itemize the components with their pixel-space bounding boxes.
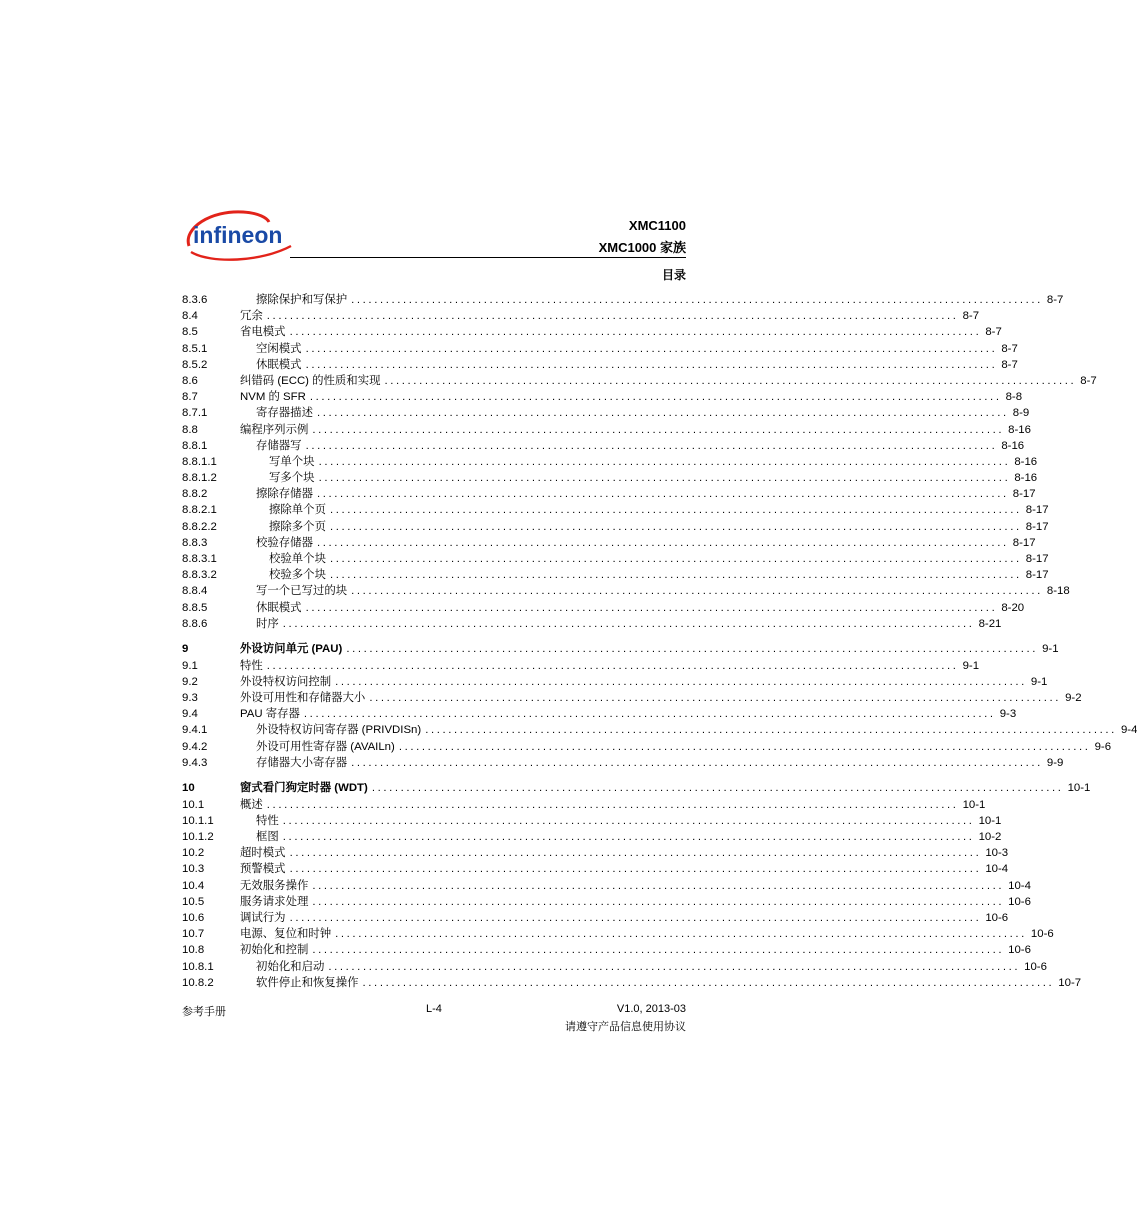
toc-entry-title: 省电模式 [240,324,290,340]
toc-entry-page: 8-16 [1010,454,1037,470]
toc-dot-leader: ........................................................................................................................ [282,617,975,630]
footer-version: V1.0, 2013-03 [616,1003,686,1015]
toc-entry-page: 10-1 [1064,780,1091,796]
toc-entry-line [269,567,1049,583]
toc-dot-leader: ........................................................................................................................ [305,601,998,614]
toc-entry[interactable] [182,486,1036,502]
toc-entry-line [240,674,1048,690]
toc-entry[interactable] [182,535,1036,551]
toc-entry-title: 时序 [256,616,283,632]
toc-entry[interactable] [182,422,1031,438]
toc-entry-number: 9.4.3 [182,756,208,769]
toc-entry-line [256,583,1070,599]
toc-entry-number: 9.4.2 [182,740,208,753]
toc-entry[interactable] [182,829,1002,845]
toc-entry-number: 8.8.1.2 [182,472,217,485]
toc-entry-number: 9.1 [182,659,198,672]
toc-entry-number: 10.8.1 [182,960,214,973]
toc-entry[interactable] [182,942,1031,958]
toc-entry-page: 8-17 [1022,519,1049,535]
toc-entry-title: 外设可用性和存储器大小 [240,690,369,706]
toc-entry-page: 8-17 [1022,551,1049,567]
toc-entry[interactable] [182,926,1054,942]
toc-entry-page: 10-4 [1004,878,1031,894]
toc-entry-page: 8-18 [1043,583,1070,599]
toc-entry-title: 寄存器描述 [256,405,317,421]
toc-entry-title: 初始化和控制 [240,942,312,958]
toc-dot-leader: ........................................................................................................................ [346,643,1039,656]
toc-entry-title: 休眠模式 [256,600,306,616]
toc-dot-leader: ........................................................................................................................ [335,928,1027,941]
toc-entry-page: 10-6 [1027,926,1054,942]
toc-entry-line [256,616,1002,632]
toc-entry-title: 纠错码 (ECC) 的性质和实现 [240,373,384,389]
toc-entry-number: 8.4 [182,310,198,323]
toc-entry[interactable] [182,690,1082,706]
toc-entry[interactable] [182,341,1018,357]
toc-entry-title: 概述 [240,797,267,813]
toc-entry-page: 9-6 [1091,739,1111,755]
toc-entry-title: 校验多个块 [269,567,330,583]
toc-entry-page: 10-7 [1054,975,1081,991]
toc-entry-title: 外设特权访问寄存器 (PRIVDISn) [256,722,425,738]
toc-entry-page: 8-17 [1022,567,1049,583]
toc-entry-line [269,519,1049,535]
toc-entry-page: 9-1 [959,658,979,674]
toc-entry-title: 冗余 [240,308,267,324]
toc-entry-line [240,926,1054,942]
toc-entry-page: 8-16 [1004,422,1031,438]
toc-entry-page: 8-20 [997,600,1024,616]
toc-dot-leader: ........................................................................................................................ [316,407,1009,420]
toc-entry-number: 10.8.2 [182,976,214,989]
toc-entry-line [240,324,1002,340]
toc-entry-page: 8-7 [1076,373,1096,389]
toc-dot-leader: ........................................................................................................................ [335,675,1027,688]
toc-dot-leader: ........................................................................................................................ [318,455,1011,468]
section-title: 目录 [661,268,686,282]
toc-entry-page: 8-8 [1002,389,1022,405]
toc-entry-number: 10.6 [182,911,205,924]
toc-entry-line [240,706,1017,722]
footer-notice: 请遵守产品信息使用协议 [565,1021,686,1033]
toc-entry-line [240,389,1023,405]
toc-entry-title: 服务请求处理 [240,894,312,910]
toc-entry-title: 擦除保护和写保护 [256,292,351,308]
toc-entry[interactable] [182,438,1025,454]
infineon-logo [181,208,293,262]
toc-dot-leader: ........................................................................................................................ [318,472,1011,485]
toc-entry[interactable] [182,813,1002,829]
toc-entry-number: 8.8.2.2 [182,520,217,533]
toc-entry[interactable] [182,894,1031,910]
toc-entry-number: 10.8 [182,944,205,957]
toc-entry-number: 8.8.6 [182,617,208,630]
toc-entry-page: 8-7 [997,341,1017,357]
toc-entry-title: 超时模式 [240,845,290,861]
toc-entry[interactable] [182,454,1038,470]
toc-entry-page: 10-6 [1004,942,1031,958]
toc-entry-title: 调试行为 [240,910,290,926]
toc-dot-leader: ........................................................................................................................ [328,960,1021,973]
toc-entry-page: 10-2 [975,829,1002,845]
header-rule [290,257,686,258]
toc-dot-leader: ........................................................................................................................ [289,326,982,339]
toc-dot-leader: ........................................................................................................................ [303,708,996,721]
logo-wordmark: infineon [193,222,283,248]
toc-entry[interactable] [182,845,1009,861]
toc-dot-leader: ........................................................................................................................ [282,814,975,827]
toc-entry-line [240,942,1031,958]
toc-entry-line [240,878,1031,894]
toc-entry-title: 窗式看门狗定时器 (WDT) [240,780,372,796]
toc-entry-line [240,658,980,674]
toc-section-gap [182,771,686,781]
toc-entry-title: 校验单个块 [269,551,330,567]
toc-entry[interactable] [182,797,986,813]
toc-entry-page: 9-9 [1043,755,1063,771]
toc-entry[interactable] [182,975,1082,991]
toc-dot-leader: ........................................................................................................................ [329,520,1022,533]
toc-entry[interactable] [182,706,1017,722]
toc-entry-line [256,357,1018,373]
toc-entry-line [240,910,1009,926]
toc-entry-number: 8.7.1 [182,407,208,420]
toc-entry-title: 存储器大小寄存器 [256,755,351,771]
toc-dot-leader: ........................................................................................................................ [266,798,959,811]
toc-entry[interactable] [182,519,1049,535]
toc-entry-page: 10-6 [1004,894,1031,910]
toc-entry[interactable] [182,641,1059,657]
toc-entry-page: 10-3 [981,845,1008,861]
toc-entry-line [269,470,1038,486]
toc-entry-line [256,292,1064,308]
toc-entry-number: 9.3 [182,692,198,704]
toc-entry-page: 10-1 [975,813,1002,829]
toc-dot-leader: ........................................................................................................................ [305,439,998,452]
toc-entry-page: 8-17 [1009,535,1036,551]
toc-entry[interactable] [182,405,1030,421]
toc-entry-page: 9-3 [996,706,1016,722]
toc-entry[interactable] [182,502,1049,518]
toc-entry-number: 8.5.1 [182,342,208,355]
toc-entry-page: 10-6 [1020,959,1047,975]
toc-entry-number: 10.2 [182,847,205,860]
toc-entry-title: 特性 [256,813,283,829]
toc-entry-line [256,755,1064,771]
toc-entry-line [269,551,1049,567]
toc-dot-leader: ........................................................................................................................ [305,342,998,355]
toc-entry[interactable] [182,292,1064,308]
toc-entry-title: 预警模式 [240,861,290,877]
toc-entry-page: 8-7 [1043,292,1063,308]
toc-dot-leader: ........................................................................................................................ [309,391,1002,404]
toc-entry-number: 8.7 [182,391,198,404]
toc-entry[interactable] [182,780,1091,796]
toc-entry[interactable] [182,910,1009,926]
toc-entry-line [240,690,1082,706]
toc-entry[interactable] [182,959,1047,975]
toc-dot-leader: ........................................................................................................................ [398,740,1091,753]
table-of-contents [182,292,1137,991]
toc-entry-number: 8.8.3.1 [182,553,217,565]
toc-dot-leader: ........................................................................................................................ [266,310,959,323]
toc-entry-line [240,308,980,324]
toc-entry[interactable] [182,373,1097,389]
toc-entry-line [240,861,1009,877]
toc-entry-page: 8-7 [997,357,1017,373]
toc-entry-line [256,813,1002,829]
toc-entry-number: 8.8.3.2 [182,569,217,582]
toc-dot-leader: ........................................................................................................................ [362,976,1055,989]
toc-entry-number: 8.8.3 [182,536,208,549]
toc-entry-page: 8-16 [997,438,1024,454]
toc-entry[interactable] [182,324,1002,340]
toc-entry[interactable] [182,878,1031,894]
toc-entry[interactable] [182,755,1064,771]
toc-entry-number: 8.5 [182,326,198,339]
toc-entry-number: 9.2 [182,675,198,688]
toc-entry[interactable] [182,722,1137,738]
toc-entry-page: 8-9 [1009,405,1029,421]
toc-entry-number: 9.4 [182,708,198,721]
toc-entry[interactable] [182,308,980,324]
toc-dot-leader: ........................................................................................................................ [312,944,1005,957]
toc-entry-line [256,959,1047,975]
toc-entry-title: 软件停止和恢复操作 [256,975,363,991]
logo-swoosh [191,246,291,260]
toc-entry-title: 擦除存储器 [256,486,317,502]
toc-entry-line [240,641,1059,657]
toc-dot-leader: ........................................................................................................................ [312,879,1005,892]
toc-entry-title: 写一个已写过的块 [256,583,351,599]
toc-entry-number: 10.7 [182,928,205,941]
footer-manual-label: 参考手册 [182,1006,226,1018]
toc-entry-title: 写多个块 [269,470,319,486]
toc-dot-leader: ........................................................................................................................ [282,831,975,843]
toc-entry-number: 8.8 [182,423,198,436]
family-title: XMC1000 家族 [598,240,686,255]
toc-entry-line [240,894,1031,910]
toc-entry-number: 10.4 [182,879,205,892]
toc-entry-page: 8-21 [975,616,1002,632]
toc-entry-number: 9.4.1 [182,724,208,737]
toc-dot-leader: ........................................................................................................................ [425,724,1117,737]
toc-dot-leader: ........................................................................................................................ [351,756,1043,769]
toc-entry-number: 10.3 [182,863,205,876]
toc-entry-line [240,780,1091,796]
toc-entry[interactable] [182,616,1002,632]
toc-entry[interactable] [182,739,1112,755]
toc-entry-page: 8-17 [1009,486,1036,502]
product-title: XMC1100 [628,218,686,233]
toc-entry-line [256,438,1025,454]
toc-entry-title: 存储器写 [256,438,306,454]
toc-entry-title: 外设访问单元 (PAU) [240,641,346,657]
toc-entry-number: 10.1.2 [182,831,214,843]
toc-entry-number: 8.8.4 [182,585,208,598]
toc-entry-page: 8-16 [1010,470,1037,486]
toc-entry-number: 10.1 [182,798,205,811]
toc-entry-page: 10-4 [981,861,1008,877]
toc-dot-leader: ........................................................................................................................ [329,504,1022,517]
toc-entry-title: NVM 的 SFR [240,389,310,405]
toc-entry[interactable] [182,658,980,674]
toc-dot-leader: ........................................................................................................................ [371,782,1064,795]
toc-entry-number: 8.5.2 [182,358,208,371]
toc-entry-line [240,845,1009,861]
toc-entry-line [256,829,1002,845]
toc-dot-leader: ........................................................................................................................ [316,536,1009,549]
toc-entry-page: 8-7 [981,324,1001,340]
toc-entry-line [256,486,1036,502]
toc-entry-page: 9-4 [1117,722,1137,738]
toc-dot-leader: ........................................................................................................................ [329,553,1022,565]
toc-entry-number: 8.8.5 [182,601,208,614]
toc-entry-page: 10-1 [959,797,986,813]
toc-entry[interactable] [182,600,1025,616]
toc-dot-leader: ........................................................................................................................ [369,692,1062,704]
toc-entry-line [256,405,1030,421]
toc-dot-leader: ........................................................................................................................ [351,585,1043,598]
toc-entry-title: 编程序列示例 [240,422,312,438]
toc-entry-number: 10.1.1 [182,814,214,827]
toc-entry-line [256,535,1036,551]
toc-entry[interactable] [182,583,1070,599]
toc-dot-leader: ........................................................................................................................ [351,294,1043,306]
toc-entry[interactable] [182,470,1038,486]
footer-page-number: L-4 [426,1003,442,1015]
toc-entry[interactable] [182,861,1009,877]
toc-entry-line [240,422,1031,438]
toc-entry-page: 9-2 [1061,690,1081,706]
toc-entry-line [256,739,1112,755]
toc-entry-number: 8.8.1.1 [182,455,217,468]
toc-dot-leader: ........................................................................................................................ [305,358,998,371]
toc-entry-title: 外设可用性寄存器 (AVAILn) [256,739,399,755]
toc-dot-leader: ........................................................................................................................ [312,895,1005,908]
toc-entry-line [256,341,1018,357]
toc-entry[interactable] [182,674,1048,690]
toc-entry-page: 9-1 [1027,674,1047,690]
toc-entry-line [240,373,1097,389]
toc-dot-leader: ........................................................................................................................ [266,659,959,672]
toc-entry-title: 空闲模式 [256,341,306,357]
toc-dot-leader: ........................................................................................................................ [384,374,1077,387]
toc-entry-line [269,454,1038,470]
toc-entry-title: 无效服务操作 [240,878,312,894]
toc-entry-line [269,502,1049,518]
toc-entry-line [256,600,1025,616]
toc-entry-title: 擦除单个页 [269,502,330,518]
toc-entry-page: 8-17 [1022,502,1049,518]
toc-dot-leader: ........................................................................................................................ [289,863,982,876]
toc-dot-leader: ........................................................................................................................ [312,423,1005,436]
toc-section-gap [182,632,686,642]
toc-dot-leader: ........................................................................................................................ [316,488,1009,501]
toc-entry-line [256,722,1137,738]
toc-entry-title: 擦除多个页 [269,519,330,535]
toc-entry-title: 电源、复位和时钟 [240,926,335,942]
toc-entry-page: 8-7 [959,308,979,324]
toc-entry[interactable] [182,357,1018,373]
toc-entry-title: 休眠模式 [256,357,306,373]
toc-entry-page: 9-1 [1038,641,1058,657]
toc-entry-title: 外设特权访问控制 [240,674,335,690]
toc-entry-line [256,975,1082,991]
toc-entry-line [240,797,986,813]
toc-entry-number: 8.6 [182,374,198,387]
toc-entry-title: 框图 [256,829,283,845]
toc-entry-number: 8.8.2.1 [182,504,217,517]
toc-entry[interactable] [182,567,1049,583]
toc-entry[interactable] [182,389,1023,405]
toc-entry-number: 9 [182,643,189,656]
toc-entry[interactable] [182,551,1049,567]
toc-entry-number: 10 [182,782,195,795]
toc-entry-number: 8.8.1 [182,439,208,452]
toc-entry-title: PAU 寄存器 [240,706,304,722]
toc-dot-leader: ........................................................................................................................ [289,911,982,924]
toc-entry-number: 8.3.6 [182,294,208,306]
toc-entry-title: 写单个块 [269,454,319,470]
toc-dot-leader: ........................................................................................................................ [329,569,1022,582]
toc-entry-number: 8.8.2 [182,488,208,501]
toc-entry-title: 初始化和启动 [256,959,328,975]
toc-entry-page: 10-6 [981,910,1008,926]
toc-entry-title: 校验存储器 [256,535,317,551]
toc-dot-leader: ........................................................................................................................ [289,847,982,860]
toc-entry-title: 特性 [240,658,267,674]
toc-entry-number: 10.5 [182,895,205,908]
